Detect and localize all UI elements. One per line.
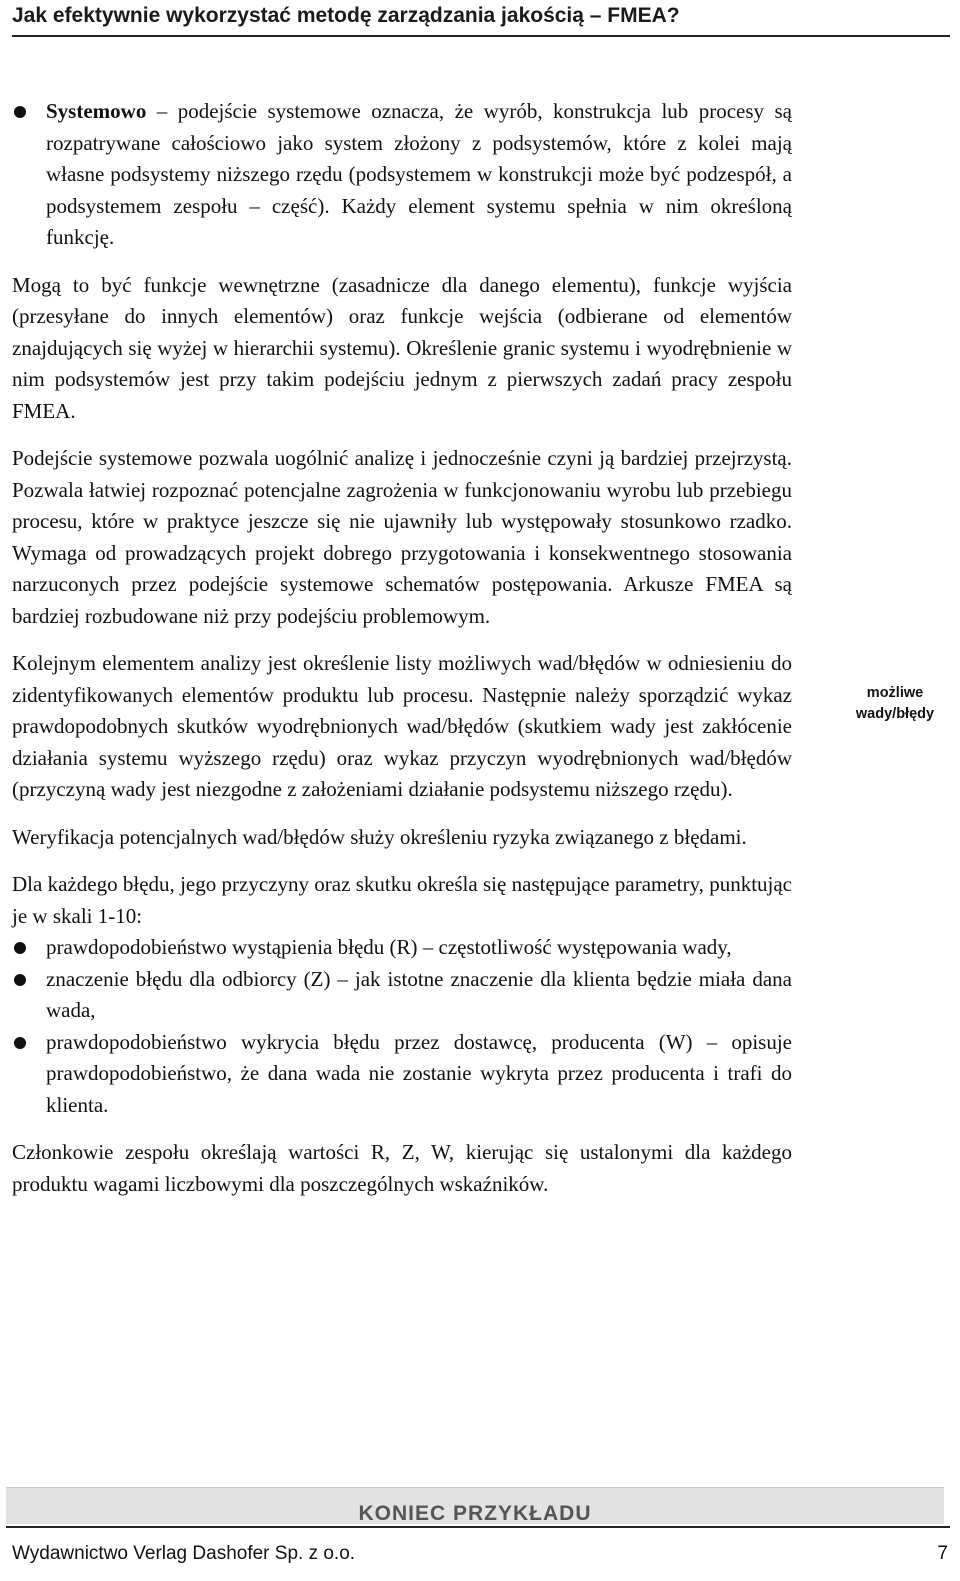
bullet-term: Systemowo xyxy=(46,99,147,123)
list-item: znaczenie błędu dla odbiorcy (Z) – jak istotne znaczenie dla klienta będzie miała dana wada, xyxy=(12,964,792,1027)
margin-note-line-1: możliwe xyxy=(866,685,924,701)
main-text xyxy=(12,96,792,1216)
bullet-dot-icon xyxy=(14,106,26,118)
paragraph-team-values: Członkowie zespołu określają wartości R, Z, W, kierując się ustalonymi dla każdego produktu wagami liczbowymi dla poszczególnych wskaźników. xyxy=(12,1140,792,1196)
parameter-list xyxy=(12,932,792,1121)
footer-divider xyxy=(6,1526,950,1528)
list-item: prawdopodobieństwo wystąpienia błędu (R) – częstotliwość występowania wady, xyxy=(12,932,792,964)
end-of-example-label: KONIEC PRZYKŁADU xyxy=(358,1502,592,1525)
margin-note-line-2: wady/błędy xyxy=(855,706,935,722)
header-divider xyxy=(12,35,950,37)
bullet-dot-icon xyxy=(14,942,26,954)
paragraph-verification: Weryfikacja potencjalnych wad/błędów służy określeniu ryzyka związanego z błędami. xyxy=(12,824,747,849)
paragraph-functions: Mogą to być funkcje wewnętrzne (zasadnicze dla danego elementu), funkcje wyjścia (przesyłane do innych elementów) oraz funkcje wejścia (odbierane od elementów znajdujących się wyżej w hierarchii systemu). Określenie granic systemu i wyodrębnienie w nim podsystemów jest przy takim podejściu jednym z pierwszych zadań pracy zespołu FMEA. xyxy=(12,272,792,423)
paragraph-defect-list: Kolejnym elementem analizy jest określenie listy możliwych wad/błędów w odniesieniu do zidentyfikowanych elementów produktu lub procesu. Następnie należy sporządzić wykaz prawdopodobnych skutków wyodrębnionych wad/błędów (skutkiem wady jest zakłócenie działania systemu wyższego rzędu) oraz wykaz przyczyn wyodrębnionych wad/błędów (przyczyną wady jest niezgodne z założeniami działanie podsystemu niższego rzędu). xyxy=(12,651,792,801)
list-item: prawdopodobieństwo wykrycia błędu przez dostawcę, producenta (W) – opisuje prawdopodobieństwo, że dana wada nie zostanie wykryta przez producenta i trafi do klienta. xyxy=(12,1027,792,1122)
margin-note xyxy=(832,683,958,725)
bullet-dot-icon xyxy=(14,1037,26,1049)
running-header: Jak efektywnie wykorzystać metodę zarządzania jakością – FMEA? xyxy=(12,4,680,27)
end-of-example-banner xyxy=(6,1487,944,1524)
bullet-dot-icon xyxy=(14,974,26,986)
bullet-text: – podejście systemowe oznacza, że wyrób, konstrukcja lub procesy są rozpatrywane całościowo jako system złożony z podsystemów, które z kolei mają własne podsystemy niższego rzędu (podsystemem w konstrukcji może być podzespół, a podsystemem zespołu – część). Każdy element systemu spełnia w nim określoną funkcję. xyxy=(46,99,792,249)
paragraph-system-approach: Podejście systemowe pozwala uogólnić analizę i jednocześnie czyni ją bardziej przejrzystą. Pozwala łatwiej rozpoznać potencjalne zagrożenia w funkcjonowaniu wyrobu lub przebiegu procesu, które w praktyce jeszcze się nie ujawniły lub występowały stosunkowo rzadko. Wymaga od prowadzących projekt dobrego przygotowania i konsekwentnego stosowania narzuconych przez podejście systemowe schematów postępowania. Arkusze FMEA są bardziej rozbudowane niż przy podejściu problemowym. xyxy=(12,446,792,628)
footer-publisher: Wydawnictwo Verlag Dashofer Sp. z o.o. xyxy=(12,1543,356,1564)
page-number: 7 xyxy=(937,1543,948,1564)
bullet-systemowo xyxy=(12,96,792,254)
paragraph-parameters-intro: Dla każdego błędu, jego przyczyny oraz skutku określa się następujące parametry, punktując je w skali 1-10: xyxy=(12,872,792,928)
